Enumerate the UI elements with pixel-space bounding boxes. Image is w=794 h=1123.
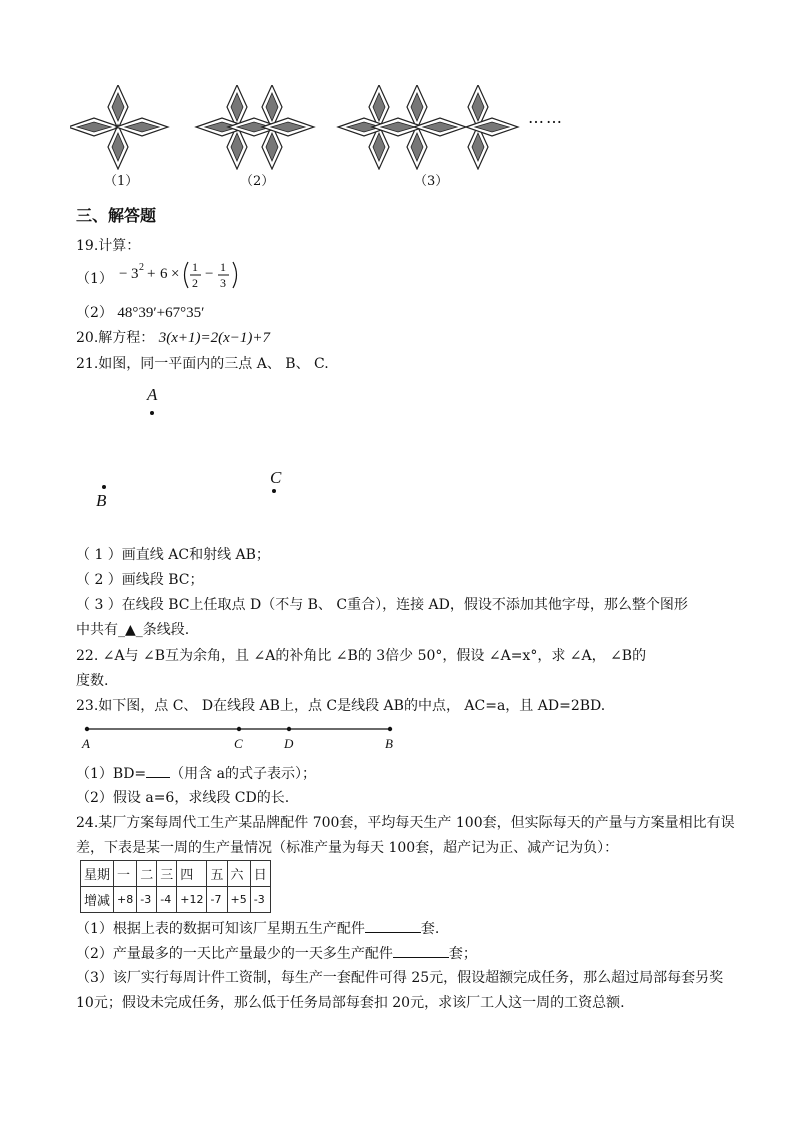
- q24-answer1-blank[interactable]: [365, 918, 421, 933]
- svg-text:2: 2: [192, 276, 199, 290]
- table-cell: -7: [207, 887, 227, 913]
- q23-answer-blank[interactable]: [146, 763, 170, 778]
- table-cell: 二: [137, 861, 157, 887]
- q21-item1: （ 1 ）画直线 AC和射线 AB；: [76, 547, 270, 563]
- q19-part2: [76, 303, 204, 323]
- segment-point-c-label: C: [234, 736, 243, 751]
- q22-line1: 22. ∠A与 ∠B互为余角，且 ∠A的补角比 ∠B的 3倍少 50°，假设 ∠A=x°，求 ∠A， ∠B的: [76, 648, 647, 664]
- table-cell: +8: [114, 887, 137, 913]
- diamond-pattern-figures: [70, 85, 590, 170]
- table-cell: -4: [157, 887, 177, 913]
- svg-text:1: 1: [192, 260, 199, 274]
- table-cell: 四: [177, 861, 207, 887]
- q24-part3-cont: 10元；假设未完成任务，那么低于任务局部每套扣 20元，求该厂工人这一周的工资总额.: [76, 995, 625, 1011]
- table-cell: 增减: [81, 887, 114, 913]
- q21-item3-cont: 中共有_▲_条线段.: [76, 622, 190, 638]
- q19-part1-label: （1）: [76, 271, 113, 287]
- pattern-ellipsis: ……: [528, 108, 564, 127]
- svg-text:6: 6: [160, 266, 168, 282]
- q24-line2: 差，下表是某一周的生产量情况（标准产量为每天 100套，超产记为正、减产记为负）：: [76, 840, 619, 856]
- section-title: 三、解答题: [76, 206, 157, 225]
- figure-caption-1: （1）: [104, 174, 139, 189]
- q23-part2: （2）假设 a=6，求线段 CD的长.: [76, 790, 290, 806]
- point-b: [102, 485, 106, 489]
- table-cell: 星期: [81, 861, 114, 887]
- figure-1: [70, 85, 168, 169]
- svg-text:×: ×: [171, 266, 180, 282]
- segment-ab-figure: [80, 723, 400, 737]
- q22-line2: 度数.: [76, 673, 109, 689]
- q21-item2: （ 2 ）画线段 BC；: [76, 572, 204, 588]
- q21-item3: （ 3 ）在线段 BC上任取点 D（不与 B、 C重合），连接 AD，假设不添加其他字母，那么整个图形: [76, 597, 688, 613]
- q24-part1-suffix: 套.: [420, 921, 440, 937]
- table-cell: +5: [227, 887, 250, 913]
- figure-caption-3: （3）: [414, 174, 449, 189]
- point-c-label: C: [270, 468, 282, 487]
- q24-line1: 24.某厂方案每周代工生产某品牌配件 700套，平均每天生产 100套，但实际每天的产量与方案量相比有误: [76, 815, 735, 831]
- q19-part2-expression: 48°39′+67°35′: [117, 305, 205, 321]
- table-cell: -3: [250, 887, 270, 913]
- q24-part2-suffix: 套；: [448, 946, 477, 962]
- q19-title: 19.计算：: [76, 238, 141, 254]
- point-b-label: B: [96, 491, 107, 510]
- q24-answer2-blank[interactable]: [393, 943, 449, 958]
- q23-part1-prefix: （1）BD=: [76, 766, 147, 782]
- production-table: [80, 860, 271, 913]
- svg-text:−: −: [205, 266, 214, 282]
- table-cell: 一: [114, 861, 137, 887]
- svg-text:+: +: [147, 266, 156, 282]
- svg-text:2: 2: [139, 262, 145, 273]
- svg-text:−: −: [119, 266, 128, 282]
- svg-text:1: 1: [220, 260, 227, 274]
- table-cell: 五: [207, 861, 227, 887]
- svg-text:3: 3: [220, 276, 227, 290]
- table-row: [81, 887, 271, 913]
- figure-3: [338, 85, 518, 169]
- figure-caption-2: （2）: [240, 174, 275, 189]
- figure-2: [196, 85, 314, 169]
- table-cell: +12: [177, 887, 207, 913]
- q23-title: 23.如下图，点 C、 D在线段 AB上，点 C是线段 AB的中点， AC=a，且 AD=2BD.: [76, 698, 606, 714]
- q24-part1-prefix: （1）根据上表的数据可知该厂星期五生产配件: [76, 921, 365, 937]
- q24-part1: [76, 918, 439, 939]
- q19-part1: [76, 260, 277, 292]
- segment-point-a-label: A: [82, 736, 90, 751]
- table-cell: 三: [157, 861, 177, 887]
- q24-part2: [76, 943, 477, 964]
- q20-line: [76, 328, 270, 348]
- q19-part1-expression: [117, 258, 277, 292]
- q23-part1-suffix: （用含 a的式子表示）；: [170, 766, 316, 782]
- segment-point-b-label: B: [385, 736, 393, 751]
- table-cell: 日: [250, 861, 270, 887]
- segment-point-d-label: D: [284, 736, 294, 751]
- q24-part3: （3）该厂实行每周计件工资制，每生产一套配件可得 25元，假设超额完成任务，那么超过局部每套另奖: [76, 970, 724, 986]
- table-cell: 六: [227, 861, 250, 887]
- q20-equation: 3(x+1)=2(x−1)+7: [158, 330, 271, 346]
- point-a: [150, 411, 154, 415]
- q19-part2-label: （2）: [76, 305, 113, 321]
- svg-text:3: 3: [131, 266, 139, 282]
- q24-part2-prefix: （2）产量最多的一天比产量最少的一天多生产配件: [76, 946, 393, 962]
- q21-title: 21.如图，同一平面内的三点 A、 B、 C.: [76, 356, 329, 372]
- point-c: [272, 489, 276, 493]
- q23-part1: [76, 763, 316, 784]
- point-a-label: A: [147, 385, 158, 404]
- table-row: [81, 861, 271, 887]
- table-cell: -3: [137, 887, 157, 913]
- q20-title: 20.解方程：: [76, 330, 155, 346]
